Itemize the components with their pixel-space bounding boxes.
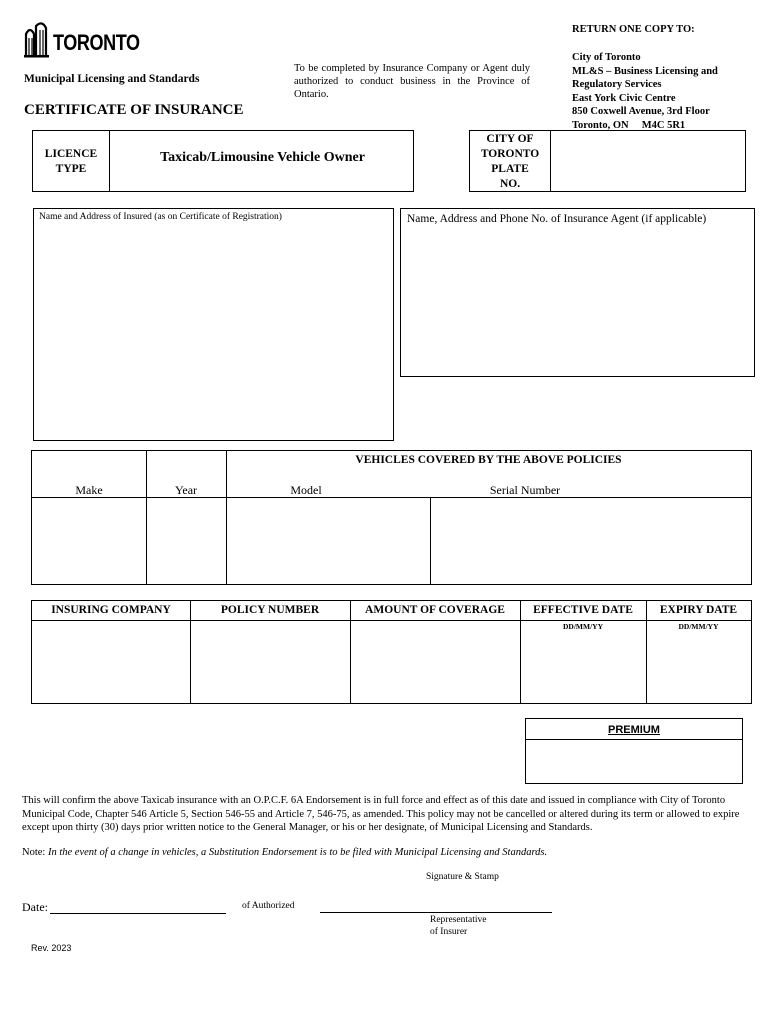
- plate-number-field[interactable]: [551, 131, 745, 191]
- agent-box[interactable]: [400, 208, 755, 377]
- address-line: ML&S – Business Licensing and: [572, 65, 718, 77]
- make-field[interactable]: [32, 498, 145, 584]
- form-title: CERTIFICATE OF INSURANCE: [24, 102, 244, 118]
- toronto-logo: [24, 22, 139, 58]
- amount-of-coverage-field[interactable]: [351, 621, 519, 703]
- expiry-date-field[interactable]: [647, 633, 751, 703]
- address-line: East York Civic Centre: [572, 92, 676, 104]
- insured-box[interactable]: [33, 208, 394, 441]
- signature-stamp-label: Signature & Stamp: [426, 872, 499, 882]
- column-model: Model: [290, 483, 322, 497]
- column-year: Year: [174, 483, 198, 497]
- policy-number-field[interactable]: [191, 621, 349, 703]
- address-line: Toronto, ON M4C 5R1: [572, 119, 686, 131]
- policy-table: [31, 600, 752, 704]
- revision-label: Rev. 2023: [31, 943, 72, 953]
- representative-label: Representative of Insurer: [430, 915, 487, 937]
- column-effective-date: EFFECTIVE DATE: [533, 604, 633, 616]
- expiry-date-format: DD/MM/YY: [678, 622, 719, 631]
- logo-wordmark: TORONTO: [53, 30, 140, 55]
- plate-label: CITY OF TORONTO PLATE NO.: [480, 133, 540, 190]
- confirmation-text: This will confirm the above Taxicab insurance with an O.P.C.F. 6A Endorsement is in full force and effect as of this date and issued in compliance with City of Toronto Municipal Code, Chapter 546 Article 5, Section 546-55 and Article 7, 546-75, as amended. This policy may not be cancelled or altered during its term or allowed to expire except upon thirty (30) days prior written notice to the General Manager, or his or her designate, of Municipal Licensing and Standards.: [22, 795, 740, 833]
- premium-field[interactable]: [526, 740, 742, 783]
- licence-type-box: [32, 130, 414, 192]
- vehicles-table: [31, 450, 752, 585]
- insuring-company-field[interactable]: [32, 621, 189, 703]
- effective-date-format: DD/MM/YY: [563, 622, 603, 631]
- licence-type-value: Taxicab/Limousine Vehicle Owner: [160, 150, 365, 165]
- licence-type-label: LICENCE TYPE: [44, 148, 98, 175]
- note: [22, 847, 762, 858]
- serial-number-field[interactable]: [431, 498, 751, 584]
- agent-label: Name, Address and Phone No. of Insurance Agent (if applicable): [407, 213, 707, 225]
- insured-label: Name and Address of Insured (as on Certificate of Registration): [39, 212, 282, 222]
- address-line: 850 Coxwell Avenue, 3rd Floor: [572, 106, 710, 117]
- column-policy-number: POLICY NUMBER: [220, 604, 320, 616]
- plate-number-box: [469, 130, 746, 192]
- premium-box: [525, 718, 743, 784]
- return-address: [572, 51, 718, 132]
- column-serial-number: Serial Number: [489, 483, 561, 497]
- address-line: City of Toronto: [572, 52, 641, 63]
- note-prefix: Note:: [22, 847, 48, 858]
- date-field[interactable]: [50, 900, 226, 914]
- return-heading: RETURN ONE COPY TO:: [572, 24, 695, 35]
- year-field[interactable]: [147, 498, 225, 584]
- instruction-text: To be completed by Insurance Company or Agent duly authorized to conduct business in the Province of Ontario.: [294, 63, 530, 100]
- note-text: In the event of a change in vehicles, a Substitution Endorsement is to be filed with Municipal Licensing and Standards.: [47, 847, 548, 858]
- of-authorized-label: of Authorized: [242, 901, 295, 911]
- effective-date-field[interactable]: [521, 633, 645, 703]
- column-insuring-company: INSURING COMPANY: [51, 604, 171, 616]
- model-field[interactable]: [227, 498, 429, 584]
- column-make: Make: [75, 483, 103, 497]
- vehicles-heading: VEHICLES COVERED BY THE ABOVE POLICIES: [355, 454, 622, 466]
- signature-field[interactable]: [320, 898, 552, 913]
- premium-label: PREMIUM: [608, 724, 660, 736]
- column-amount-of-coverage: AMOUNT OF COVERAGE: [365, 604, 505, 616]
- date-label: Date:: [22, 900, 48, 914]
- column-expiry-date: EXPIRY DATE: [659, 604, 738, 616]
- division-name: Municipal Licensing and Standards: [24, 73, 200, 85]
- address-line: Regulatory Services: [572, 79, 662, 90]
